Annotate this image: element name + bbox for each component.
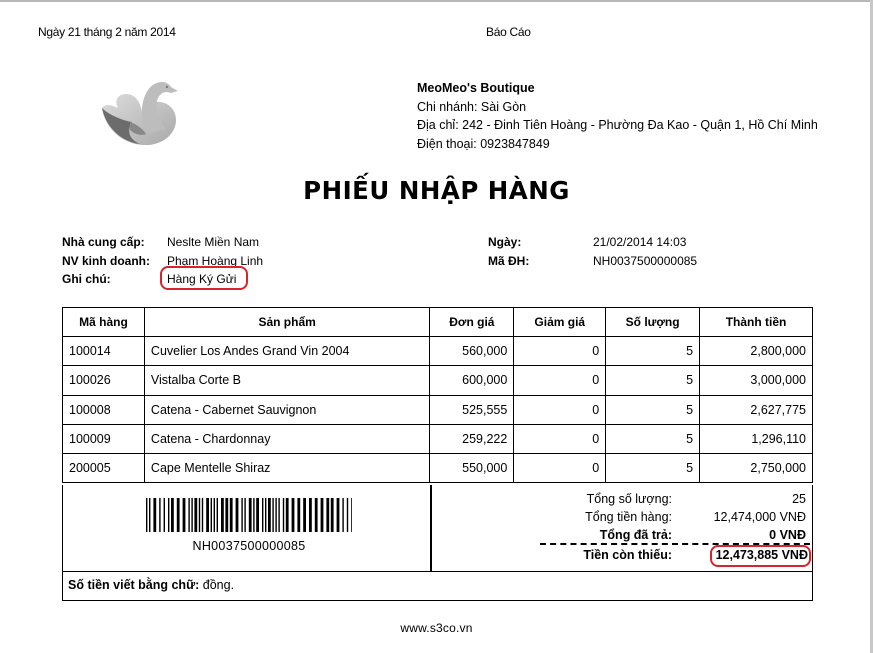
barcode-bar bbox=[326, 498, 329, 532]
staff-value: Phạm Hoàng Linh bbox=[167, 253, 264, 268]
barcode-bar bbox=[183, 498, 186, 532]
cell-code: 100014 bbox=[63, 337, 145, 366]
barcode-bar bbox=[342, 498, 343, 532]
cell-product: Catena - Chardonnay bbox=[144, 424, 429, 453]
amount-owed-label: Tiền còn thiếu: bbox=[583, 548, 672, 562]
shop-branch: Chi nhánh: Sài Gòn bbox=[417, 99, 527, 114]
amount-in-words-label: Số tiền viết bằng chữ: bbox=[68, 578, 200, 592]
cell-price: 259,222 bbox=[430, 424, 514, 453]
barcode-bar bbox=[351, 498, 352, 532]
barcode-bar bbox=[225, 498, 228, 532]
cell-total: 2,750,000 bbox=[700, 453, 813, 482]
barcode-bar bbox=[303, 498, 306, 532]
barcode-bar bbox=[149, 498, 150, 532]
barcode-bar bbox=[347, 498, 348, 532]
owed-highlight bbox=[710, 545, 811, 567]
table-row bbox=[63, 337, 813, 366]
amount-in-words bbox=[68, 578, 234, 592]
swan-logo-icon bbox=[96, 74, 186, 150]
barcode-bar bbox=[241, 498, 242, 532]
barcode-bar bbox=[337, 498, 340, 532]
cell-qty: 5 bbox=[606, 366, 700, 395]
barcode-bar bbox=[278, 498, 279, 532]
cell-discount: 0 bbox=[514, 366, 606, 395]
cell-total: 2,800,000 bbox=[700, 337, 813, 366]
barcode-bar bbox=[164, 498, 165, 532]
cell-qty: 5 bbox=[606, 424, 700, 453]
order-label: Mã ĐH: bbox=[488, 253, 530, 268]
barcode-bar bbox=[283, 498, 284, 532]
barcode-bar bbox=[331, 498, 334, 532]
supplier-label: Nhà cung cấp: bbox=[62, 235, 145, 249]
barcode-bar bbox=[286, 498, 289, 532]
cell-code: 100009 bbox=[63, 424, 145, 453]
barcode-bar bbox=[275, 498, 276, 532]
amount-owed-value: 12,473,885 VNĐ bbox=[715, 548, 808, 562]
shop-info bbox=[417, 79, 818, 153]
barcode-bar bbox=[146, 498, 147, 532]
total-goods-label: Tổng tiền hàng: bbox=[585, 510, 672, 524]
page-title: PHIẾU NHẬP HÀNG bbox=[303, 176, 570, 205]
cell-code: 100008 bbox=[63, 395, 145, 424]
barcode-bar bbox=[236, 498, 239, 532]
barcode-bar bbox=[171, 498, 174, 532]
table-row bbox=[63, 366, 813, 395]
barcode-bar bbox=[268, 498, 271, 532]
page-edge-top bbox=[0, 0, 873, 2]
barcode-bar bbox=[272, 498, 273, 532]
items-table bbox=[62, 307, 813, 483]
supplier-value: Neslte Miền Nam bbox=[167, 235, 260, 249]
order-value: NH0037500000085 bbox=[593, 253, 698, 268]
total-paid-value: 0 VNĐ bbox=[769, 528, 806, 542]
cell-code: 100026 bbox=[63, 366, 145, 395]
total-qty-value: 25 bbox=[792, 492, 806, 506]
cell-total: 2,627,775 bbox=[700, 395, 813, 424]
table-row bbox=[63, 453, 813, 482]
barcode-bar bbox=[292, 498, 295, 532]
shop-phone: Điện thoại: 0923847849 bbox=[417, 136, 550, 151]
cell-discount: 0 bbox=[514, 453, 606, 482]
col-header: Giảm giá bbox=[514, 308, 606, 337]
col-header: Đơn giá bbox=[430, 308, 514, 337]
cell-price: 600,000 bbox=[430, 366, 514, 395]
barcode-bar bbox=[321, 498, 324, 532]
barcode-bar bbox=[199, 498, 200, 532]
barcode-text: NH0037500000085 bbox=[192, 539, 306, 553]
date-value: 21/02/2014 14:03 bbox=[593, 235, 687, 249]
cell-price: 525,555 bbox=[430, 395, 514, 424]
barcode-bar bbox=[230, 498, 233, 532]
website-footer: www.s3co.vn bbox=[400, 621, 473, 635]
table-header-row bbox=[63, 308, 813, 337]
cell-product: Catena - Cabernet Sauvignon bbox=[144, 395, 429, 424]
barcode-bar bbox=[191, 498, 192, 532]
amount-in-words-value: đồng. bbox=[199, 578, 235, 592]
barcode-bar bbox=[256, 498, 259, 532]
report-date: Ngày 21 tháng 2 năm 2014 bbox=[38, 25, 176, 39]
cell-price: 550,000 bbox=[430, 453, 514, 482]
barcode-bar bbox=[315, 498, 318, 532]
note-value: Hàng Ký Gửi bbox=[167, 272, 237, 286]
col-header: Thành tiền bbox=[700, 308, 813, 337]
barcode-bar bbox=[188, 498, 189, 532]
cell-code: 200005 bbox=[63, 453, 145, 482]
col-header: Số lượng bbox=[606, 308, 700, 337]
col-header: Sản phẩm bbox=[144, 308, 429, 337]
total-paid-label: Tổng đã trả: bbox=[599, 528, 672, 542]
cell-total: 3,000,000 bbox=[700, 366, 813, 395]
barcode-bar bbox=[244, 498, 245, 532]
cell-discount: 0 bbox=[514, 395, 606, 424]
barcode-bar bbox=[206, 498, 209, 532]
barcode-bar bbox=[262, 498, 263, 532]
barcode-bar bbox=[202, 498, 203, 532]
cell-qty: 5 bbox=[606, 395, 700, 424]
barcode-bar bbox=[253, 498, 254, 532]
note-highlight bbox=[160, 266, 248, 290]
report-label: Báo Cáo bbox=[486, 25, 531, 39]
cell-product: Cuvelier Los Andes Grand Vin 2004 bbox=[144, 337, 429, 366]
note-label: Ghi chú: bbox=[62, 272, 111, 286]
cell-price: 560,000 bbox=[430, 337, 514, 366]
barcode-bar bbox=[194, 498, 197, 532]
barcode-bar bbox=[249, 498, 252, 532]
info-right bbox=[488, 233, 818, 273]
barcode-bar bbox=[265, 498, 266, 532]
cell-discount: 0 bbox=[514, 337, 606, 366]
table-row bbox=[63, 395, 813, 424]
shop-address: Địa chỉ: 242 - Đinh Tiên Hoàng - Phường Đa Kao - Quận 1, Hồ Chí Minh bbox=[417, 118, 818, 132]
date-label: Ngày: bbox=[488, 235, 522, 249]
col-header: Mã hàng bbox=[63, 308, 145, 337]
cell-product: Vistalba Corte B bbox=[144, 366, 429, 395]
total-goods-value: 12,474,000 VNĐ bbox=[713, 510, 806, 524]
total-qty-label: Tổng số lượng: bbox=[586, 492, 672, 506]
summary-divider bbox=[430, 485, 432, 572]
barcode-bar bbox=[309, 498, 312, 532]
barcode-bar bbox=[217, 498, 218, 532]
barcode-bar bbox=[221, 498, 224, 532]
barcode-bar bbox=[211, 498, 212, 532]
cell-qty: 5 bbox=[606, 453, 700, 482]
barcode-bar bbox=[168, 498, 169, 532]
barcode-image bbox=[146, 498, 352, 532]
barcode-bar bbox=[153, 498, 156, 532]
cell-qty: 5 bbox=[606, 337, 700, 366]
staff-label: NV kinh doanh: bbox=[62, 253, 150, 268]
shop-name: MeoMeo's Boutique bbox=[417, 81, 535, 95]
barcode-bar bbox=[297, 498, 300, 532]
barcode-bar bbox=[177, 498, 180, 532]
cell-product: Cape Mentelle Shiraz bbox=[144, 453, 429, 482]
cell-discount: 0 bbox=[514, 424, 606, 453]
barcode-bar bbox=[214, 498, 215, 532]
barcode-bar bbox=[159, 498, 160, 532]
cell-total: 1,296,110 bbox=[700, 424, 813, 453]
table-row bbox=[63, 424, 813, 453]
